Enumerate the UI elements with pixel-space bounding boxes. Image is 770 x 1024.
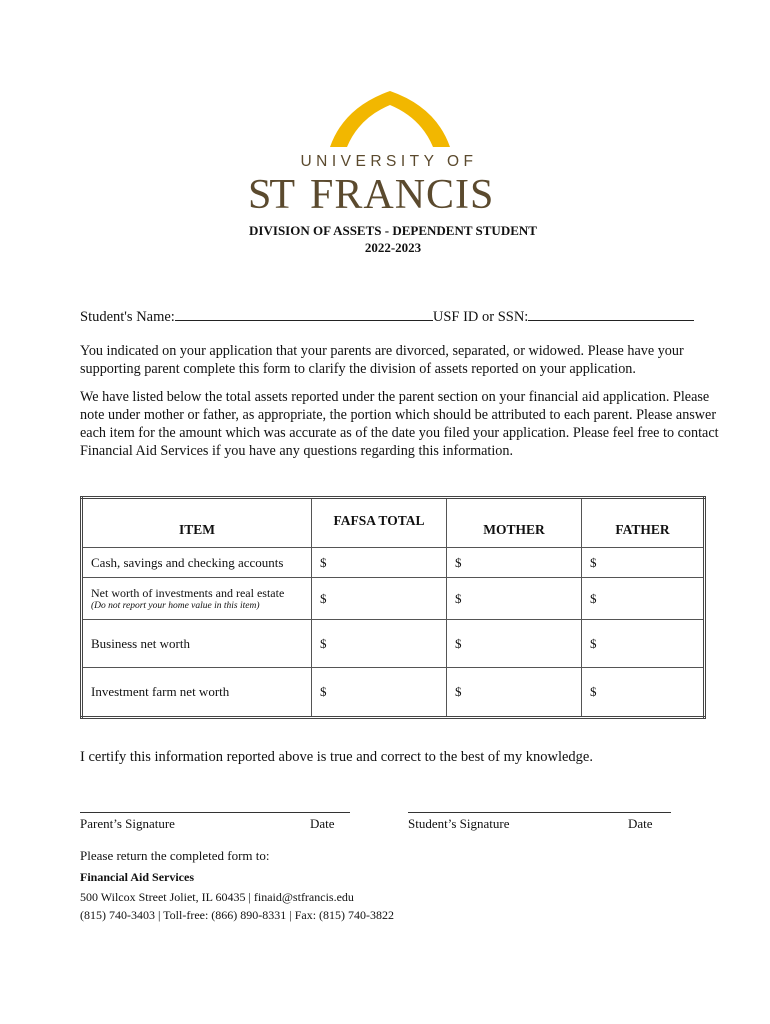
student-fields-row: [80, 306, 694, 326]
student-signature-label: Student’s Signature: [408, 816, 510, 831]
father-amount-cell[interactable]: $: [582, 548, 705, 578]
fafsa-amount-cell[interactable]: $: [312, 620, 447, 668]
office-phones: (815) 740-3403 | Toll-free: (866) 890-8331 | Fax: (815) 740-3822: [80, 908, 395, 922]
table-row: [82, 668, 705, 718]
mother-amount-cell[interactable]: $: [447, 578, 582, 620]
header-mother: MOTHER: [447, 498, 582, 548]
table-header-row: [82, 498, 705, 548]
student-name-label: Student's Name:: [80, 309, 175, 325]
header-fafsa-total: FAFSA TOTAL: [312, 498, 447, 548]
student-id-field[interactable]: [528, 306, 694, 321]
fafsa-amount-cell[interactable]: $: [312, 668, 447, 718]
instructions-paragraph-1: You indicated on your application that your parents are divorced, separated, or widowed. Please have your supporting parent complete this form to clarify the division of assets reported on your application.: [80, 343, 684, 377]
parent-date-label: Date: [310, 816, 335, 831]
certification-statement: I certify this information reported above is true and correct to the best of my knowledge.: [80, 749, 593, 765]
university-logo: [240, 85, 530, 215]
row-item-label: Net worth of investments and real estate: [91, 586, 285, 600]
parent-signature-line[interactable]: [80, 812, 350, 813]
assets-table: [80, 496, 706, 719]
parent-signature-label: Parent’s Signature: [80, 816, 175, 831]
office-address: 500 Wilcox Street Joliet, IL 60435 | finaid@stfrancis.edu: [80, 890, 354, 904]
logo-line2-st: ST: [248, 172, 294, 215]
mother-amount-cell[interactable]: $: [447, 548, 582, 578]
student-id-label: USF ID or SSN:: [432, 309, 529, 325]
mother-amount-cell[interactable]: $: [447, 668, 582, 718]
row-item-label: Business net worth: [82, 620, 312, 668]
form-title: DIVISION OF ASSETS - DEPENDENT STUDENT: [249, 223, 537, 238]
header-father: FATHER: [582, 498, 705, 548]
student-name-field[interactable]: [175, 306, 433, 321]
logo-line1: UNIVERSITY OF: [300, 153, 478, 170]
table-row: [82, 578, 705, 620]
student-date-label: Date: [628, 816, 653, 831]
father-amount-cell[interactable]: $: [582, 578, 705, 620]
instructions: [80, 342, 720, 470]
header-item: ITEM: [82, 498, 312, 548]
logo-arch: [330, 91, 450, 147]
row-item-note: (Do not report your home value in this item): [91, 601, 260, 611]
table-row: [82, 548, 705, 578]
instructions-paragraph-2: We have listed below the total assets reported under the parent section on your financial aid application. Please note under mother or father, as appropriate, the portion which should be attributed to each parent. Please answer each item for the amount which was accurate as of the date you filed your application. Please feel free to contact Financial Aid Services if you have any questions regarding this information.: [80, 389, 719, 459]
logo-line2-rest: FRANCIS: [310, 172, 495, 215]
row-item-label: Investment farm net worth: [82, 668, 312, 718]
return-instruction: Please return the completed form to:: [80, 848, 270, 863]
father-amount-cell[interactable]: $: [582, 668, 705, 718]
student-signature-line[interactable]: [408, 812, 671, 813]
fafsa-amount-cell[interactable]: $: [312, 578, 447, 620]
fafsa-amount-cell[interactable]: $: [312, 548, 447, 578]
form-year: 2022-2023: [364, 240, 422, 255]
row-item-label: Cash, savings and checking accounts: [82, 548, 312, 578]
row-item-cell: [82, 578, 312, 620]
mother-amount-cell[interactable]: $: [447, 620, 582, 668]
father-amount-cell[interactable]: $: [582, 620, 705, 668]
office-name: Financial Aid Services: [80, 870, 194, 884]
table-row: [82, 620, 705, 668]
